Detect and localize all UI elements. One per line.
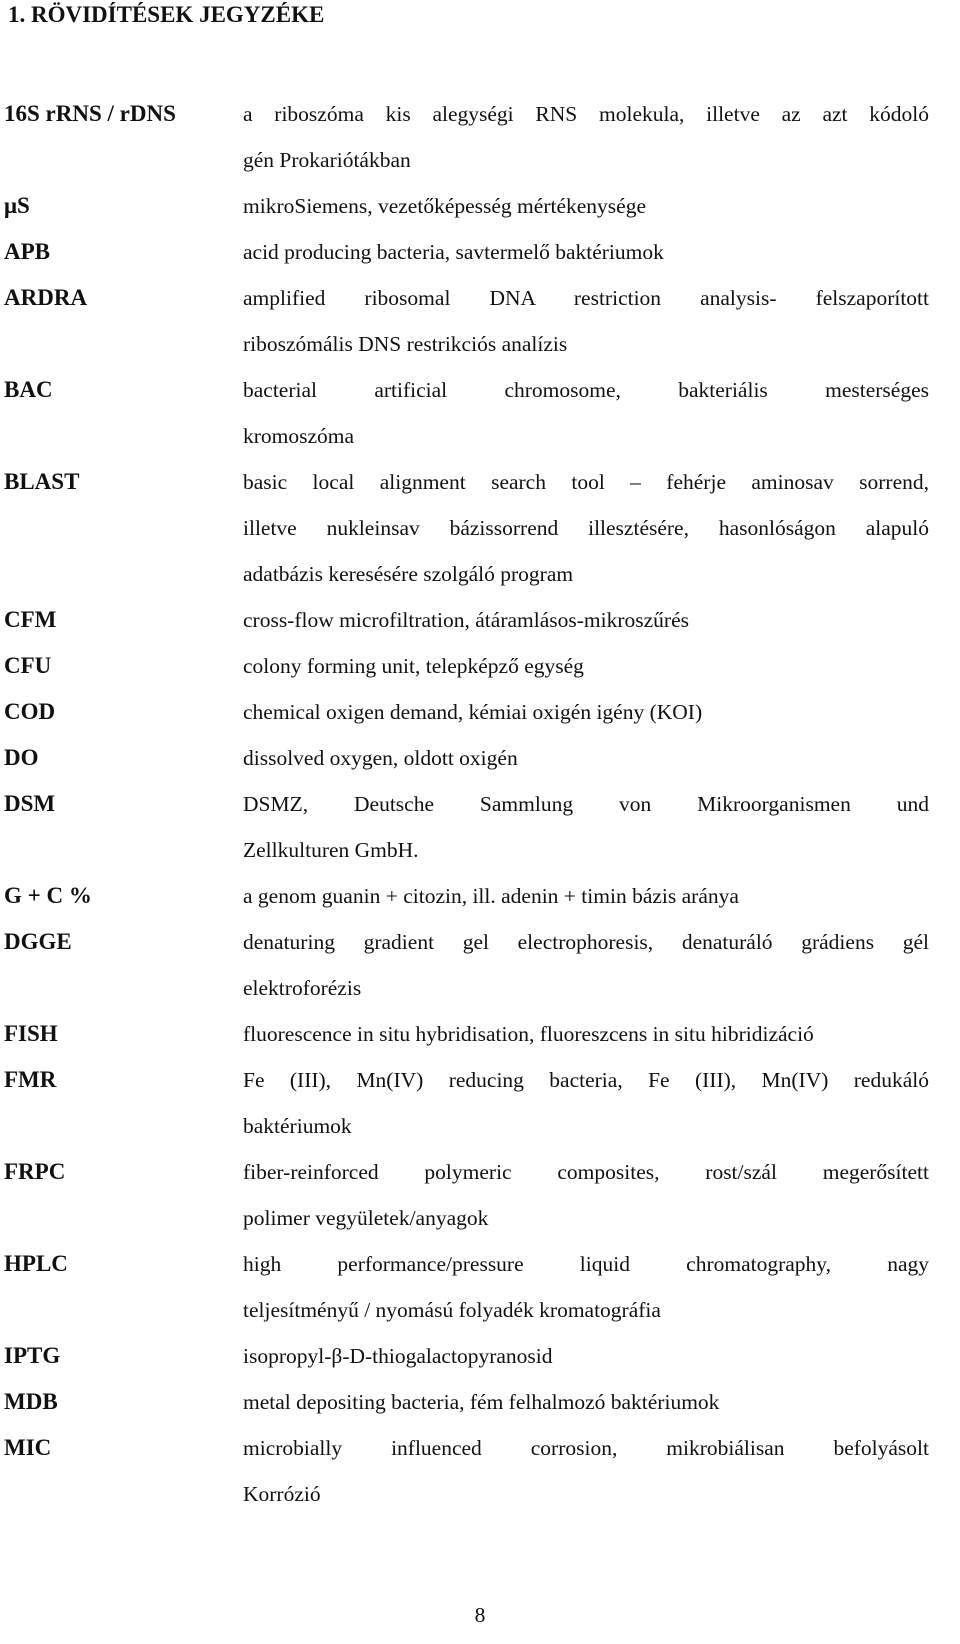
abbreviation-entry xyxy=(0,91,960,183)
definition-line: DSMZ, Deutsche Sammlung von Mikroorganismen und xyxy=(243,792,929,816)
definition-line: dissolved oxygen, oldott oxigén xyxy=(243,746,518,770)
abbreviation-term: MIC xyxy=(4,1435,52,1460)
abbreviation-definition xyxy=(243,689,929,735)
abbreviation-entry xyxy=(0,1425,960,1517)
abbreviation-definition xyxy=(243,1149,929,1241)
abbreviation-definition xyxy=(243,919,929,1011)
definition-line: amplified ribosomal DNA restriction analysis- felszaporított xyxy=(243,286,929,310)
abbreviation-definition xyxy=(243,1011,929,1057)
abbreviation-term: G + C % xyxy=(4,883,92,908)
definition-line: acid producing bacteria, savtermelő baktériumok xyxy=(243,240,664,264)
definition-line: illetve nukleinsav bázissorrend illesztésére, hasonlóságon alapuló xyxy=(243,516,929,540)
abbreviation-term: ARDRA xyxy=(4,285,88,310)
definition-line: cross-flow microfiltration, átáramlásos-mikroszűrés xyxy=(243,608,689,632)
definition-line: kromoszóma xyxy=(243,424,355,448)
abbreviation-term: FISH xyxy=(4,1021,58,1046)
abbreviation-definition xyxy=(243,1379,929,1425)
abbreviation-definition xyxy=(243,781,929,873)
definition-line: microbially influenced corrosion, mikrobiálisan befolyásolt xyxy=(243,1436,929,1460)
abbreviation-definition xyxy=(243,1057,929,1149)
definition-line: denaturing gradient gel electrophoresis, denaturáló grádiens gél xyxy=(243,930,929,954)
page-number: 8 xyxy=(474,1603,486,1627)
definition-line: baktériumok xyxy=(243,1114,352,1138)
abbreviation-entry xyxy=(0,643,960,689)
abbreviation-term: 16S rRNS / rDNS xyxy=(4,101,176,126)
abbreviation-definition xyxy=(243,183,929,229)
abbreviation-definition xyxy=(243,229,929,275)
definition-line: teljesítményű / nyomású folyadék kromatográfia xyxy=(243,1298,661,1322)
definition-line: high performance/pressure liquid chromatography, nagy xyxy=(243,1252,929,1276)
abbreviation-entry xyxy=(0,1333,960,1379)
abbreviation-term: DGGE xyxy=(4,929,72,954)
abbreviation-definition xyxy=(243,597,929,643)
abbreviation-definition xyxy=(243,1241,929,1333)
abbreviation-definition xyxy=(243,1425,929,1517)
abbreviation-entry xyxy=(0,873,960,919)
abbreviation-term: MDB xyxy=(4,1389,58,1414)
section-heading: 1. RÖVIDÍTÉSEK JEGYZÉKE xyxy=(8,2,325,27)
abbreviation-list xyxy=(0,91,960,1517)
definition-line: metal depositing bacteria, fém felhalmozó baktériumok xyxy=(243,1390,720,1414)
abbreviation-entry xyxy=(0,1149,960,1241)
definition-line: riboszómális DNS restrikciós analízis xyxy=(243,332,568,356)
definition-line: fiber-reinforced polymeric composites, rost/szál megerősített xyxy=(243,1160,929,1184)
definition-line: polimer vegyületek/anyagok xyxy=(243,1206,489,1230)
abbreviation-term: CFU xyxy=(4,653,52,678)
abbreviation-term: BLAST xyxy=(4,469,80,494)
abbreviation-entry xyxy=(0,781,960,873)
abbreviation-entry xyxy=(0,183,960,229)
abbreviation-entry xyxy=(0,367,960,459)
abbreviation-term: COD xyxy=(4,699,56,724)
definition-line: chemical oxigen demand, kémiai oxigén igény (KOI) xyxy=(243,700,703,724)
definition-line: fluorescence in situ hybridisation, fluoreszcens in situ hibridizáció xyxy=(243,1022,814,1046)
abbreviation-entry xyxy=(0,1379,960,1425)
abbreviation-definition xyxy=(243,873,929,919)
abbreviation-definition xyxy=(243,367,929,459)
abbreviation-entry xyxy=(0,919,960,1011)
definition-line: bacterial artificial chromosome, bakteriális mesterséges xyxy=(243,378,929,402)
abbreviation-term: DSM xyxy=(4,791,56,816)
abbreviation-term: IPTG xyxy=(4,1343,61,1368)
abbreviation-term: FRPC xyxy=(4,1159,66,1184)
definition-line: Fe (III), Mn(IV) reducing bacteria, Fe (III), Mn(IV) redukáló xyxy=(243,1068,929,1092)
definition-line: Korrózió xyxy=(243,1482,321,1506)
abbreviation-term: APB xyxy=(4,239,50,264)
definition-line: colony forming unit, telepképző egység xyxy=(243,654,584,678)
abbreviation-definition xyxy=(243,459,929,597)
abbreviation-term: DO xyxy=(4,745,39,770)
abbreviation-definition xyxy=(243,1333,929,1379)
definition-line: a genom guanin + citozin, ill. adenin + timin bázis aránya xyxy=(243,884,739,908)
abbreviation-entry xyxy=(0,735,960,781)
abbreviation-term: HPLC xyxy=(4,1251,68,1276)
abbreviation-term: BAC xyxy=(4,377,53,402)
abbreviation-definition xyxy=(243,275,929,367)
abbreviation-term: μS xyxy=(4,193,30,218)
abbreviation-definition xyxy=(243,643,929,689)
abbreviation-term: CFM xyxy=(4,607,57,632)
definition-line: basic local alignment search tool – fehérje aminosav sorrend, xyxy=(243,470,929,494)
abbreviation-entry xyxy=(0,275,960,367)
definition-line: elektroforézis xyxy=(243,976,362,1000)
abbreviation-entry xyxy=(0,459,960,597)
definition-line: gén Prokariótákban xyxy=(243,148,411,172)
abbreviation-definition xyxy=(243,735,929,781)
abbreviation-entry xyxy=(0,1011,960,1057)
abbreviation-entry xyxy=(0,689,960,735)
abbreviation-entry xyxy=(0,229,960,275)
abbreviation-term: FMR xyxy=(4,1067,57,1092)
abbreviation-entry xyxy=(0,597,960,643)
abbreviation-entry xyxy=(0,1057,960,1149)
definition-line: mikroSiemens, vezetőképesség mértékenysége xyxy=(243,194,646,218)
definition-line: Zellkulturen GmbH. xyxy=(243,838,419,862)
definition-line: isopropyl-β-D-thiogalactopyranosid xyxy=(243,1344,553,1368)
definition-line: adatbázis keresésére szolgáló program xyxy=(243,562,574,586)
abbreviation-entry xyxy=(0,1241,960,1333)
definition-line: a riboszóma kis alegységi RNS molekula, illetve az azt kódoló xyxy=(243,102,929,126)
abbreviation-definition xyxy=(243,91,929,183)
